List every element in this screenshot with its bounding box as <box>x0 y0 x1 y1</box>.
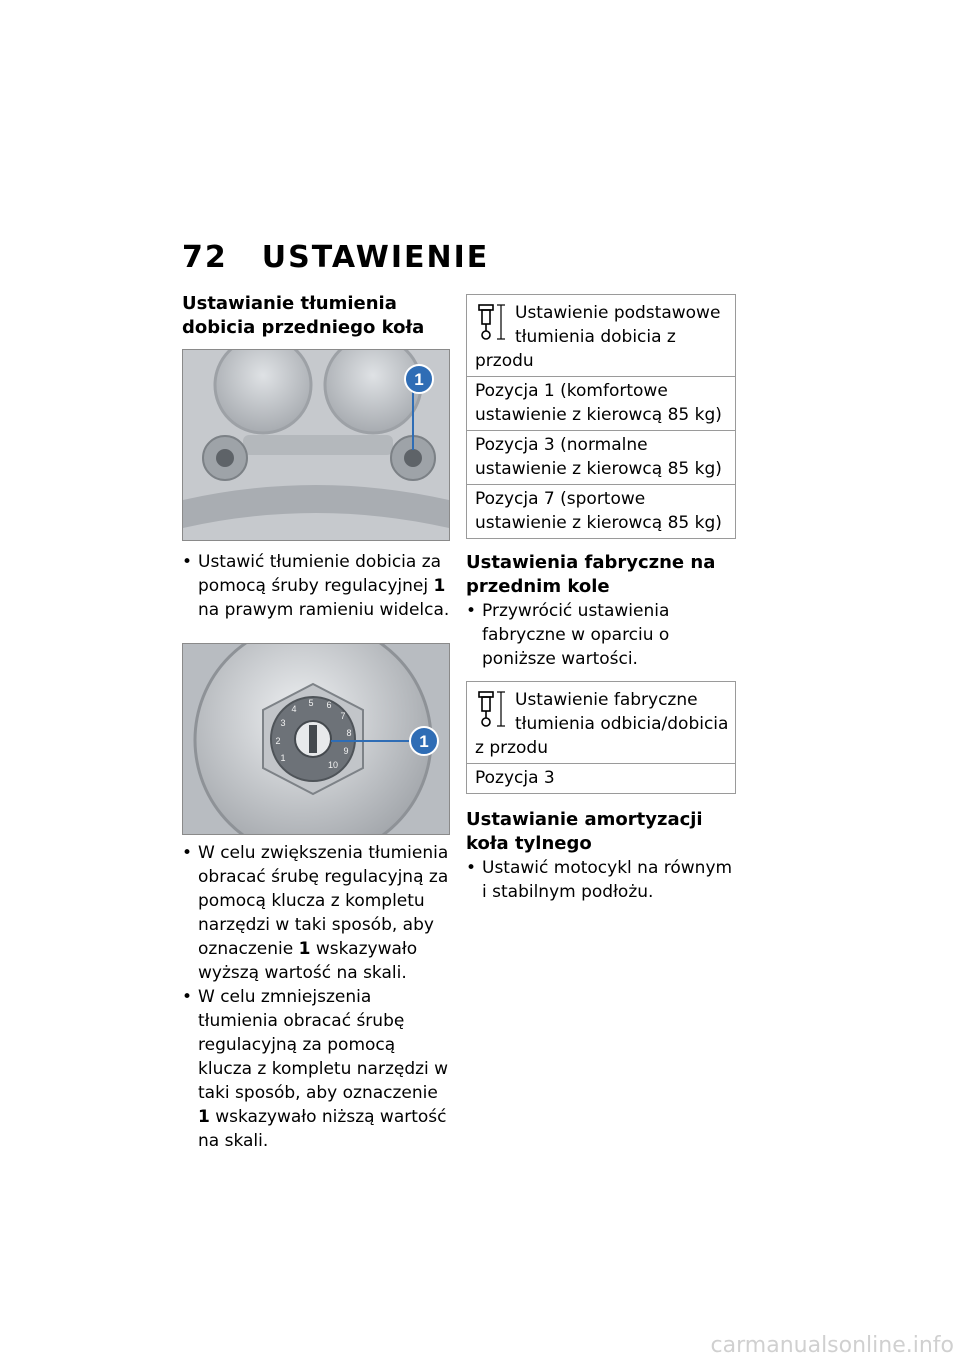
heading-rear-damping: Ustawianie amortyzacji koła tylnego <box>466 809 703 854</box>
table-header: Ustawienie podstawowe tłumienia dobicia z przodu <box>467 295 736 377</box>
svg-text:1: 1 <box>280 753 286 763</box>
handlebar-illustration <box>183 350 449 540</box>
bullet-list-3 <box>466 599 738 671</box>
bullet-list-1 <box>182 550 452 622</box>
adjuster-illustration <box>183 644 449 834</box>
heading-factory-settings: Ustawienia fabryczne na przednim kole <box>466 552 716 597</box>
list-item: • W celu zwiększenia tłumienia obracać śrubę regulacyjną za pomocą klucza z kompletu narzędzi w taki sposób, aby oznaczenie 1 wskazywało wyższą wartość na skali. <box>182 841 452 985</box>
table-factory-setting <box>466 681 736 794</box>
table-row: Pozycja 1 (komfortowe ustawienie z kierowcą 85 kg) <box>467 377 736 431</box>
watermark: carmanualsonline.info <box>710 1333 954 1358</box>
bullet-list-2 <box>182 841 452 1153</box>
svg-text:5: 5 <box>308 698 314 708</box>
list-item: • Ustawić motocykl na równym i stabilnym podłożu. <box>466 856 738 904</box>
table-row: Pozycja 3 (normalne ustawienie z kierowcą 85 kg) <box>467 431 736 485</box>
page-header <box>182 240 489 275</box>
shock-absorber-icon <box>475 688 509 730</box>
svg-text:3: 3 <box>280 718 286 728</box>
list-item: • Ustawić tłumienie dobicia za pomocą śruby regulacyjnej 1 na prawym ramieniu widelca. <box>182 550 452 622</box>
table-header: Ustawienie fabryczne tłumienia odbicia/dobicia z przodu <box>467 682 736 764</box>
svg-text:9: 9 <box>343 746 349 756</box>
figure-adjuster-screw <box>182 643 450 835</box>
figure2-callout: 1 <box>419 732 429 751</box>
svg-text:8: 8 <box>346 728 352 738</box>
svg-text:2: 2 <box>275 736 281 746</box>
left-column <box>182 292 452 1153</box>
right-column <box>466 294 738 904</box>
figure1-callout: 1 <box>414 370 424 389</box>
table-basic-setting <box>466 294 736 539</box>
table-row: Pozycja 7 (sportowe ustawienie z kierowcą 85 kg) <box>467 485 736 539</box>
figure-handlebar <box>182 349 450 541</box>
svg-text:4: 4 <box>291 704 297 714</box>
heading-front-damping: Ustawianie tłumienia dobicia przedniego koła <box>182 293 425 338</box>
page-number: 72 <box>182 240 228 275</box>
svg-text:7: 7 <box>340 711 346 721</box>
table-row: Pozycja 3 <box>467 764 736 794</box>
list-item: • W celu zmniejszenia tłumienia obracać śrubę regulacyjną za pomocą klucza z kompletu narzędzi w taki sposób, aby oznaczenie 1 wskazywało niższą wartość na skali. <box>182 985 452 1153</box>
svg-text:6: 6 <box>326 700 332 710</box>
svg-text:10: 10 <box>327 760 339 770</box>
shock-absorber-icon <box>475 301 509 343</box>
bullet-list-4 <box>466 856 738 904</box>
list-item: • Przywrócić ustawienia fabryczne w oparciu o poniższe wartości. <box>466 599 738 671</box>
section-title: USTAWIENIE <box>261 240 490 275</box>
